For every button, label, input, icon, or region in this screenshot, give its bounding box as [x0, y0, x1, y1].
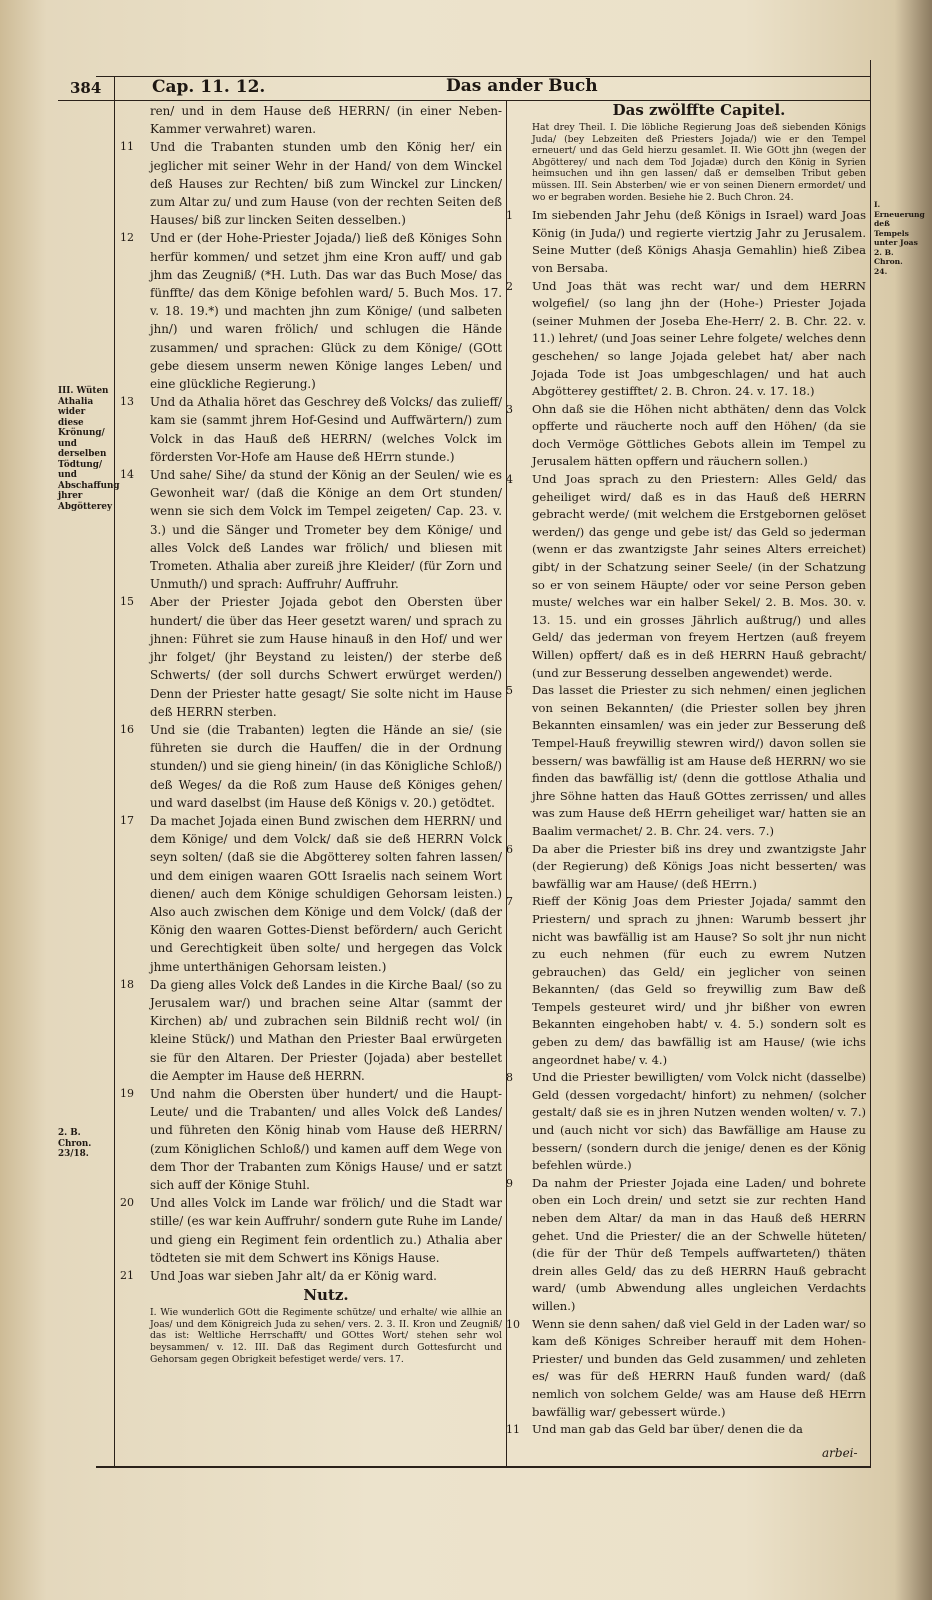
- chapter-summary: Hat drey Theil. I. Die löbliche Regierung Joas deß siebenden Königs Juda/ (bey Lebzeiten deß Priesters Jojada/) wie er den Tempel erneuert/ und das Geld hierzu gesamlet. II. Wie GOtt jhn (wegen der Abgötterey/ und nach dem Tod Jojadæ) durch den König in Syrien heimsuchen und ihn gen lassen/ daß er demselben Tribut geben müssen. III. Sein Absterben/ wie er von seinen Dienern ermordet/ und wo er begraben worden. Besiehe hie 2. Buch Chron. 24.: [532, 122, 866, 203]
- verse-text: Und sahe/ Sihe/ da stund der König an der Seulen/ wie es Gewonheit war/ (daß die Könige an dem Ort stunden/ wenn sie sich dem Volck im Tempel zeigeten/ Cap. 23. v. 3.) und die Sänger und Trometer bey dem Könige/ und alles Volck deß Landes war frölich/ und bliesen mit Trometen. Athalia aber zureiß jhre Kleider/ (für Zorn und Unmuth/) und sprach: Auffruhr/ Auffruhr.: [150, 468, 502, 592]
- chapter-heading: Cap. 11. 12.: [152, 77, 266, 97]
- verse-left-11: [120, 138, 502, 229]
- verse-text: Da machet Jojada einen Bund zwischen dem HERRN/ und dem Könige/ und dem Volck/ daß sie deß HERRN Volck seyn solten/ (daß sie die Abgötterey solten fahren lassen/ und dem einigen waaren GOtt Israelis nach seinem Wort dienen/ auch dem Könige schuldigen Gehorsam leisten.) Also auch zwischen dem Könige und dem Volck/ (daß der König den waaren Gottes-Dienst befördern/ auch Gericht und Gerechtigkeit üben solte/ und hergegen das Volck jhme unterthänigen Gehorsam leisten.): [150, 813, 502, 974]
- verse-left-14: [120, 466, 502, 593]
- verse-text: Und man gab das Geld bar über/ denen die da: [532, 1422, 803, 1437]
- bottom-rule: [96, 1466, 870, 1467]
- chapter-title: Das zwölffte Capitel.: [612, 101, 786, 119]
- verse-number: 15: [120, 595, 134, 609]
- verse-right-11: [506, 1421, 866, 1439]
- verse-number: 14: [120, 468, 134, 482]
- verse-text: Und Joas sprach zu den Priestern: Alles Geld/ das geheiliget wird/ daß es in das Hauß deß HERRN gebracht werde/ (mit welchem die Erstgebornen gelöset werden/) das genge und gebe ist/ das Geld so jederman (wenn er das zwantzigste Jahr seines Alters erreichet) gibt/ in der Schatzung seiner Seele/ (in der Schatzung so er von seinem Häupte/ oder vor seine Person geben muste/ welches war ein halber Sekel/ 2. B. Mos. 30. v. 13. 15. und ein grosses Jährlich außtrug/) und alles Geld/ das jederman von freyem Hertzen (auß freyem Willen) opffert/ daß es in deß HERRN Hauß gebracht/ (und zur Besserung desselben angewendet) werde.: [532, 472, 866, 680]
- right-margin-rule: [870, 60, 871, 1466]
- verse-right-8: [506, 1069, 866, 1175]
- verse-left-cont: [150, 102, 502, 138]
- nutz-text: I. Wie wunderlich GOtt die Regimente schütze/ und erhalte/ wie allhie an Joas/ und dem Königreich Juda zu sehen/ vers. 2. 3. II. Kron und Zeugniß/ das ist: Weltliche Herrschafft/ und GOttes Wort/ stehen sehr wol beysammen/ v. 12. III. Daß das Regiment durch Gottesfurcht und Gehorsam gegen Obrigkeit befestiget werde/ vers. 17.: [150, 1307, 502, 1365]
- verse-number: 4: [506, 473, 513, 487]
- verse-left-17: [120, 812, 502, 976]
- verse-text: Und sie (die Trabanten) legten die Hände an sie/ (sie führeten sie durch die Hauffen/ die in der Ordnung stunden/) und sie gieng hinein/ (in das Königliche Schloß/) deß Weges/ da die Roß zum Hause deß Königes gehen/ und ward daselbst (im Hause deß Königs v. 20.) getödtet.: [150, 722, 502, 810]
- verse-number: 10: [506, 1317, 520, 1331]
- verse-number: 21: [120, 1269, 134, 1282]
- verse-right-4: [506, 471, 866, 682]
- verse-text: Und da Athalia höret das Geschrey deß Volcks/ das zulieff/ kam sie (sammt jhrem Hof-Gesind und Auffwärtern/) zum Volck in das Hauß deß HERRN/ (welches Volck im fördersten Vor-Hofe am Hause deß HErrn stunde.): [150, 395, 502, 464]
- verse-text: Im siebenden Jahr Jehu (deß Königs in Israel) ward Joas König (in Juda/) und regierte viertzig Jahr zu Jerusalem. Seine Mutter (deß Königs Ahasja Gemahlin) hieß Zibea von Bersaba.: [532, 208, 866, 275]
- nutz-heading: Nutz.: [303, 1286, 349, 1305]
- verse-text: Aber der Priester Jojada gebot den Obersten über hundert/ die über das Heer gesetzt waren/ und sprach zu jhnen: Führet sie zum Hause hinauß in den Hof/ und wer jhr folget/ (jhr Beystand zu leisten/) der sterbe deß Schwerts/ (der soll durchs Schwert erwürget werden/) Denn der Priester hatte gesagt/ Sie solte nicht im Hause deß HERRN sterben.: [150, 595, 502, 719]
- margin-note-chronicles: 2. B. Chron. 23/18.: [58, 1128, 92, 1159]
- verse-number: 20: [120, 1196, 134, 1210]
- verse-text: Und Joas thät was recht war/ und dem HERRN wolgefiel/ (so lang jhn der (Hohe-) Priester Jojada (seiner Muhmen der Joseba Ehe-Herr/ 2. B. Chr. 22. v. 11.) lehret/ (und Joas seiner Lehre folgete/ welches denn geschehen/ so lange Jojada gelebet hat/ aber nach Jojada Tode ist Joas umbgeschlagen/ und hat auch Abgötterey gestifftet/ 2. B. Chron. 24. v. 17. 18.): [532, 278, 866, 399]
- margin-note-athalia: III. Wüten Athalia wider diese Krönung/ und derselben Tödtung/ und Abschaffung jhrer Abgötterey: [58, 386, 120, 512]
- verse-number: 5: [506, 684, 513, 698]
- verse-number: 8: [506, 1071, 513, 1085]
- verse-text: ren/ und in dem Hause deß HERRN/ (in einer Neben-Kammer verwahret) waren.: [150, 104, 502, 137]
- verse-number: 3: [506, 402, 513, 416]
- center-rule: [506, 100, 507, 1466]
- verse-left-16: [120, 721, 502, 812]
- verse-right-10: [506, 1316, 866, 1422]
- verse-left-19: [120, 1085, 502, 1194]
- verse-number: 7: [506, 895, 513, 909]
- verse-text: Und die Trabanten stunden umb den König her/ ein jeglicher mit seiner Wehr in der Hand/ von dem Winckel deß Hauses zur Rechten/ biß zum Winckel zur Lincken/ zum Altar zu/ und zum Hause (von der rechten Seiten deß Hauses/ biß zur lincken Seiten desselben.): [150, 140, 502, 228]
- verse-left-21: [120, 1267, 502, 1285]
- verse-number: 13: [120, 395, 134, 409]
- verse-right-1: [506, 207, 866, 277]
- verse-text: Das lasset die Priester zu sich nehmen/ einen jeglichen von seinen Bekannten/ (die Priester sollen bey jhren Bekannten einsamlen/ was ein jeder zur Besserung deß Tempel-Hauß freywillig stewren wird/) davon sollen sie bessern/ was bawfällig ist am Hause deß HERRN/ wo sie finden das bawfällig ist/ (denn die gottlose Athalia und jhre Söhne hatten das Hauß GOttes zerrissen/ und alles was zum Hause deß HErrn geheiliget war/ hatten sie an Baalim vermachet/ 2. B. Chr. 24. vers. 7.): [532, 683, 866, 838]
- verse-number: 6: [506, 842, 513, 856]
- verse-text: Da gieng alles Volck deß Landes in die Kirche Baal/ (so zu Jerusalem war/) und brachen seine Altar (sammt der Kirchen) ab/ und zubrachen sein Bildniß recht wol/ (in kleine Stück/) und Mathan den Priester Baal erwürgeten sie für den Altaren. Der Priester (Jojada) aber bestellet die Aempter im Hause deß HERRN.: [150, 977, 502, 1083]
- verse-right-9: [506, 1175, 866, 1316]
- verse-number: 2: [506, 279, 513, 293]
- verse-number: 16: [120, 722, 134, 736]
- verse-number: 11: [120, 140, 134, 154]
- verse-right-2: [506, 278, 866, 401]
- verse-number: 1: [506, 209, 513, 223]
- verse-right-5: [506, 682, 866, 840]
- verse-left-12: [120, 229, 502, 393]
- verse-right-3: [506, 401, 866, 471]
- verse-left-13: [120, 393, 502, 466]
- verse-text: Und die Priester bewilligten/ vom Volck nicht (dasselbe) Geld (dessen vorgedacht/ hinfort) zu nehmen/ (solcher gestalt/ daß sie es in jhren Nutzen wenden wolten/ v. 7.) und (auch nicht vor sich) das Bawfällige am Hause zu bessern/ (sondern durch die jenige/ denen es der König befehlen würde.): [532, 1070, 866, 1173]
- book-title: Das ander Buch: [446, 76, 598, 96]
- verse-left-20: [120, 1194, 502, 1267]
- verse-text: Und alles Volck im Lande war frölich/ und die Stadt war stille/ (es war kein Auffruhr/ sondern gute Ruhe im Lande/ und gieng ein Regiment fein ordentlich zu.) Athalia aber tödteten sie mit dem Schwert ins Königs Hause.: [150, 1196, 502, 1265]
- verse-number: 18: [120, 977, 134, 991]
- verse-number: 11: [506, 1423, 520, 1437]
- verse-text: Und er (der Hohe-Priester Jojada/) ließ deß Königes Sohn herfür kommen/ und setzet jhm eine Kron auff/ und gab jhm das Zeugniß/ (*H. Luth. Das war das Buch Mose/ das fünffte/ das dem Könige befohlen ward/ 5. Buch Mos. 17. v. 18. 19.*) und machten jhn zum Könige/ (und salbeten jhn/) und waren frölich/ und schlugen die Hände zusammen/ und sprachen: Glück zu dem Könige/ (GOtt gebe diesem unserm newen Könige langes Leben/ und eine glückliche Regierung.): [150, 231, 502, 392]
- page-number: 384: [70, 79, 102, 97]
- verse-right-6: [506, 841, 866, 894]
- verse-text: Wenn sie denn sahen/ daß viel Geld in der Laden war/ so kam deß Königes Schreiber herauff mit dem Hohen-Priester/ und bunden das Geld zusammen/ und zehleten es/ was für deß HERRN Hauß funden ward/ (daß nemlich von solchem Gelde/ was am Hause deß HErrn bawfällig war/ gebessert würde.): [532, 1316, 866, 1419]
- verse-text: Ohn daß sie die Höhen nicht abthäten/ denn das Volck opfferte und räucherte noch auff den Höhen/ (da sie doch Vermöge Göttliches Gebots allein im Tempel zu Jerusalem hätten opffern und räuchern sollen.): [532, 401, 866, 469]
- verse-text: Und Joas war sieben Jahr alt/ da er König ward.: [150, 1269, 437, 1283]
- verse-number: 9: [506, 1176, 513, 1190]
- verse-text: Da nahm der Priester Jojada eine Laden/ und bohrete oben ein Loch drein/ und setzt sie zur rechten Hand neben dem Altar/ da man in das Hauß deß HERRN gehet. Und die Priester/ die an der Schwelle hüteten/ (die für der Thür deß Tempels auffwarteten/) thäten drein alles Geld/ das zu deß HERRN Hauß gebracht ward/ (umb Abwendung alles ungleichen Verdachts willen.): [532, 1175, 866, 1313]
- margin-note-right: I. Erneuerung deß Tempels unter Joas 2. B. Chron. 24.: [874, 200, 925, 276]
- verse-left-15: [120, 593, 502, 720]
- left-text-column: [120, 102, 502, 1369]
- verse-number: 19: [120, 1086, 134, 1100]
- right-text-column: [506, 99, 866, 1439]
- left-margin-rule: [114, 76, 115, 1466]
- verse-text: Und nahm die Obersten über hundert/ und die Haupt-Leute/ und die Trabanten/ und alles Volck deß Landes/ und führeten den König hinab vom Hause deß HERRN/ (zum Königlichen Schloß/) und kamen auff dem Wege von dem Thor der Trabanten zum Königs Hause/ und er satzt sich auff der Könige Stuhl.: [150, 1086, 502, 1192]
- verse-text: Da aber die Priester biß ins drey und zwantzigste Jahr (der Regierung) deß Königs Joas nicht besserten/ was bawfällig war am Hause/ (deß HErrn.): [532, 841, 866, 891]
- catchword: arbei-: [822, 1446, 858, 1460]
- verse-number: 17: [120, 813, 134, 827]
- verse-text: Rieff der König Joas dem Priester Jojada/ sammt den Priestern/ und sprach zu jhnen: Warumb bessert jhr nicht was bawfällig ist am Hause? So solt jhr nun nicht zu euch nehmen (für euch zu ewrem Nutzen gebrauchen) das Geld/ ein jeglicher von seinen Bekannten/ (das Geld so freywillig zum Baw deß Tempels gesteuret wird/ und jhr bißher von ewren Bekannten eingehoben habt/ v. 4. 5.) sondern solt es geben zu dem/ das bawfällig ist am Hause/ (wie ichs angeordnet habe/ v. 4.): [532, 894, 866, 1067]
- verse-right-7: [506, 893, 866, 1069]
- verse-left-18: [120, 976, 502, 1085]
- verse-number: 12: [120, 231, 134, 245]
